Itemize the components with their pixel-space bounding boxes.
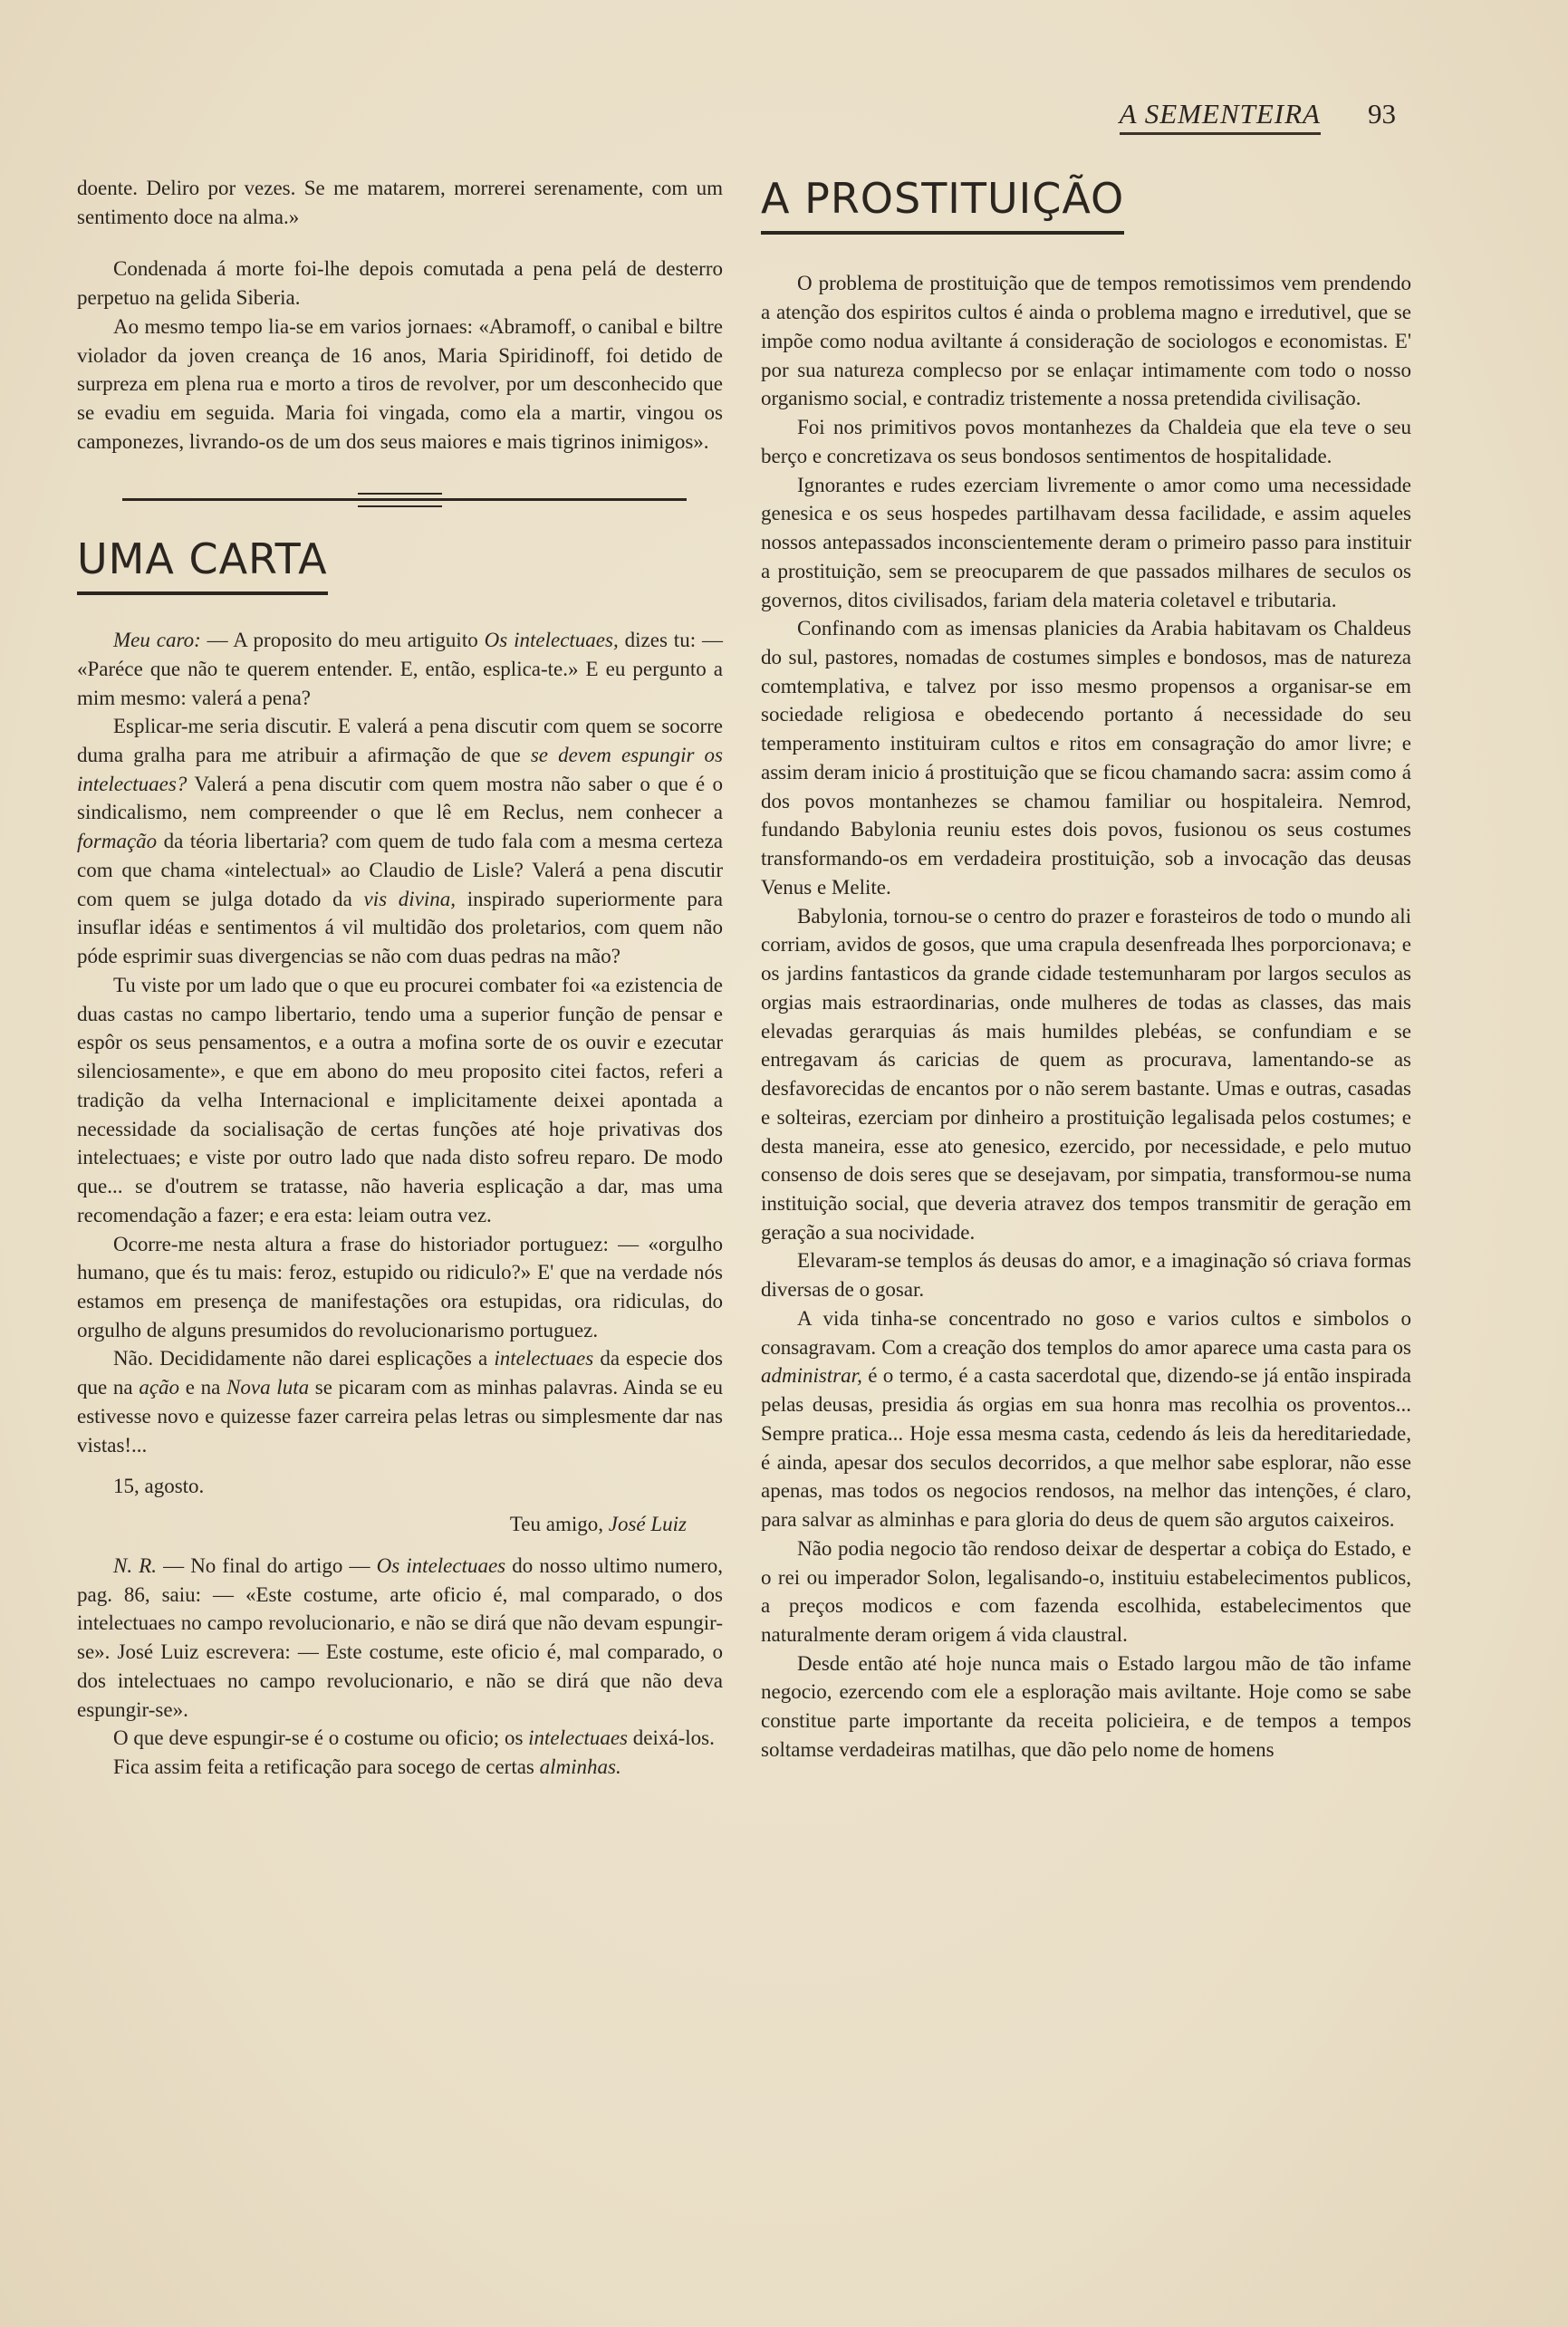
article-title: A PROSTITUIÇÃO xyxy=(761,170,1124,235)
paragraph: O que deve espungir-se é o costume ou oficio; os intelectuaes deixá-los. xyxy=(113,1726,715,1750)
paragraph: Babylonia, tornou-se o centro do prazer e forasteiros de todo o mundo ali corriam, avidos de gosos, que uma crapula desenfreada lhes porporcionava; e os jardins fantasticos da grande cidade testemunharam por largos seculos as orgias mais estraordinarias, onde mulheres de todas as classes, das mais elevadas gerarquias ás mais humildes plebéas, se confundiam e se entregavam ás caricias de quem as procurava, lamentando-se as desfavorecidas de encantos por o não serem bastante. Umas e outras, casadas e solteiras, ezerciam por dinheiro a prostituição legalisada pelos costumes; e desta maneira, esse ato genesico, ezercido, por necessidade, e pelo mutuo consenso de dois seres que se desejavam, por simpatia, transformou-se numa instituição social, que deveria atravez dos tempos transmitir de geração em geração a sua nocividade. xyxy=(761,904,1411,1244)
letter-signature: Teu amigo, José Luiz xyxy=(509,1513,687,1536)
paragraph: Ocorre-me nesta altura a frase do historiador portuguez: — «orgulho humano, que és tu mais: feroz, estupido ou ridiculo?» E' que na verdade nós estamos em presença de manifestações ora estupidas, ora ridiculas, do orgulho de alguns presumidos do revolucionarismo portuguez. xyxy=(77,1232,723,1341)
paragraph: O problema de prostituição que de tempos remotissimos vem prendendo a atenção dos espiritos cultos é ainda o problema magno e irredutivel, que se impõe como nodua aviltante á consideração de sociologos e economistas. E' por sua natureza complecso por se enlaçar intimamente com todo o nosso organismo social, e contradiz tristemente a nossa pretendida civilisação. xyxy=(761,272,1411,410)
letter-date: 15, agosto. xyxy=(113,1475,205,1498)
journal-name: A SEMENTEIRA xyxy=(1120,98,1321,135)
paragraph: Foi nos primitivos povos montanhezes da Chaldeia que ela teve o seu berço e concretizava os seus bondosos sentimentos de hospitalidade. xyxy=(761,416,1411,467)
right-column xyxy=(761,170,1411,1764)
paragraph: Desde então até hoje nunca mais o Estado largou mão de tão infame negocio, ezercendo com ele a esploração mais aviltante. Hoje como se sabe constitue parte importante da receita policieira, e de tempos a tempos soltamse verdadeiras matilhas, que dão pelo nome de homens xyxy=(761,1651,1411,1761)
article-title: UMA CARTA xyxy=(77,531,328,595)
section-separator xyxy=(77,487,723,514)
paragraph: Condenada á morte foi-lhe depois comutada a pena pelá de desterro perpetuo na gelida Siberia. xyxy=(77,257,723,310)
paragraph: Confinando com as imensas planicies da Arabia habitavam os Chaldeus do sul, pastores, nomadas de costumes simples e bondosos, mas de natureza comtemplativa, e talvez por isso mesmo propensos a organisar-se em sociedade religiosa e obedecendo portanto á necessidade do seu temperamento instituiram cultos e ritos em consagração do amor livre; e assim deram inicio á prostituição que se ficou chamando sacra: assim como á dos povos montanhezes se chamou familiar ou hospitaleira. Nemrod, fundando Babylonia reuniu estes dois povos, fusionou os seus costumes transformando-os em verdadeira prostituição, sob a invocação das deusas Venus e Melite. xyxy=(761,617,1411,899)
paragraph: Fica assim feita a retificação para socego de certas alminhas. xyxy=(113,1755,621,1778)
paragraph: Ignorantes e rudes ezerciam livremente o amor como uma necessidade genesica e os seus hospedes partilhavam dessa facilidade, e assim aqueles nossos antepassados inconscientemente deram o primeiro passo para instituir a prostituição, sem se preocuparem de que passados milhares de seculos os governos, ditos civilisados, fariam dela materia coletavel e tributaria. xyxy=(761,473,1411,611)
paragraph: Ao mesmo tempo lia-se em varios jornaes: «Abramoff, o canibal e biltre violador da joven creança de 16 anos, Maria Spiridinoff, foi detido de surpreza em plena rua e morto a tiros de revolver, por um desconhecido que se evadiu em seguida. Maria foi vingada, como ela a martir, vingou os camponezes, livrando-os de um dos seus maiores e mais tigrinos inimigos». xyxy=(77,314,723,453)
left-column xyxy=(77,174,723,1782)
editor-note: N. R. — No final do artigo — Os intelectuaes do nosso ultimo numero, pag. 86, saiu: — «Este costume, arte oficio é, mal comparado, o dos intelectuaes no campo revolucionario, e não se dirá que não devam espungir-se». José Luiz escrevera: — Este costume, este oficio é, mal comparado, o dos intelectuaes no campo revolucionario, e não se dirá que não deva espungir-se». xyxy=(77,1553,724,1721)
salutation: Meu caro: xyxy=(113,629,201,652)
paragraph: Meu caro: — A proposito do meu artiguito Os intelectuaes, dizes tu: — «Paréce que não te querem entender. E, então, esplica-te.» E eu pergunto a mim mesmo: valerá a pena? xyxy=(77,629,723,709)
paragraph: Esplicar-me seria discutir. E valerá a pena discutir com quem se socorre duma gralha para me atribuir a afirmação de que se devem espungir os intelectuaes? Valerá a pena discutir com quem mostra não saber o que é o sindicalismo, nem compreender o que lê em Reclus, nem conhecer a formação da téoria libertaria? com quem de tudo fala com a mesma certeza com que chama «intelectual» ao Claudio de Lisle? Valerá a pena discutir com quem se julga dotado da vis divina, inspirado superiormente para insuflar idéas e sentimentos á vil multidão dos proletarios, com quem não póde esprimir suas divergencias se não com duas pedras na mão? xyxy=(77,715,723,968)
paragraph: Não podia negocio tão rendoso deixar de despertar a cobiça do Estado, e o rei ou imperador Solon, legalisando-o, instituiu estabelecimentos publicos, a preços modicos e com fazenda escolhida, estabelecimentos que naturalmente deram origem á vida claustral. xyxy=(761,1536,1411,1646)
paragraph: Não. Decididamente não darei esplicações a intelectuaes da especie dos que na ação e na Nova luta se picaram com as minhas palavras. Ainda se eu estivesse novo e quizesse fazer carreira pelas letras ou simplesmente dar nas vistas!... xyxy=(77,1347,723,1457)
paragraph: A vida tinha-se concentrado no goso e varios cultos e simbolos o consagravam. Com a creação dos templos do amor aparece uma casta para os administrar, é o termo, é a casta sacerdotal que, dizendo-se já então inspirada pelas deusas, presidia ás orgias em sua honra mas recolhia os proventos... Sempre pratica... Hoje essa mesma casta, cedendo ás leis da hereditariedade, é ainda, apesar dos seculos decorridos, a que melhor sabe esplorar, não esse apenas, mas todos os negocios rendosos, na melhor das intenções, é claro, para salvar as alminhas e para gloria do deus de quem são argutos caixeiros. xyxy=(761,1306,1411,1532)
paragraph: Tu viste por um lado que o que eu procurei combater foi «a ezistencia de duas castas no campo libertario, tendo uma a superior função de pensar e espôr os seus pensamentos, e a outra a mofina sorte de os ouvir e ezecutar silenciosamente», e que em abono do meu proposito citei factos, referi a tradição da velha Internacional e implicitamente deixei apontada a necessidade da socialisação de certas funções até hoje privativas dos intelectuaes; e viste por outro lado que nada disto sofreu reparo. De modo que... se d'outrem se tratasse, não haveria esplicação a dar, mas uma recomendação a fazer; e era esta: leiam outra vez. xyxy=(77,973,723,1226)
paragraph: doente. Deliro por vezes. Se me matarem, morrerei serenamente, com um sentimento doce na alma.» xyxy=(77,177,723,228)
page-number: 93 xyxy=(1368,98,1396,130)
paragraph: Elevaram-se templos ás deusas do amor, e a imaginação só criava formas diversas de o gosar. xyxy=(761,1249,1411,1302)
running-head xyxy=(1120,98,1396,135)
